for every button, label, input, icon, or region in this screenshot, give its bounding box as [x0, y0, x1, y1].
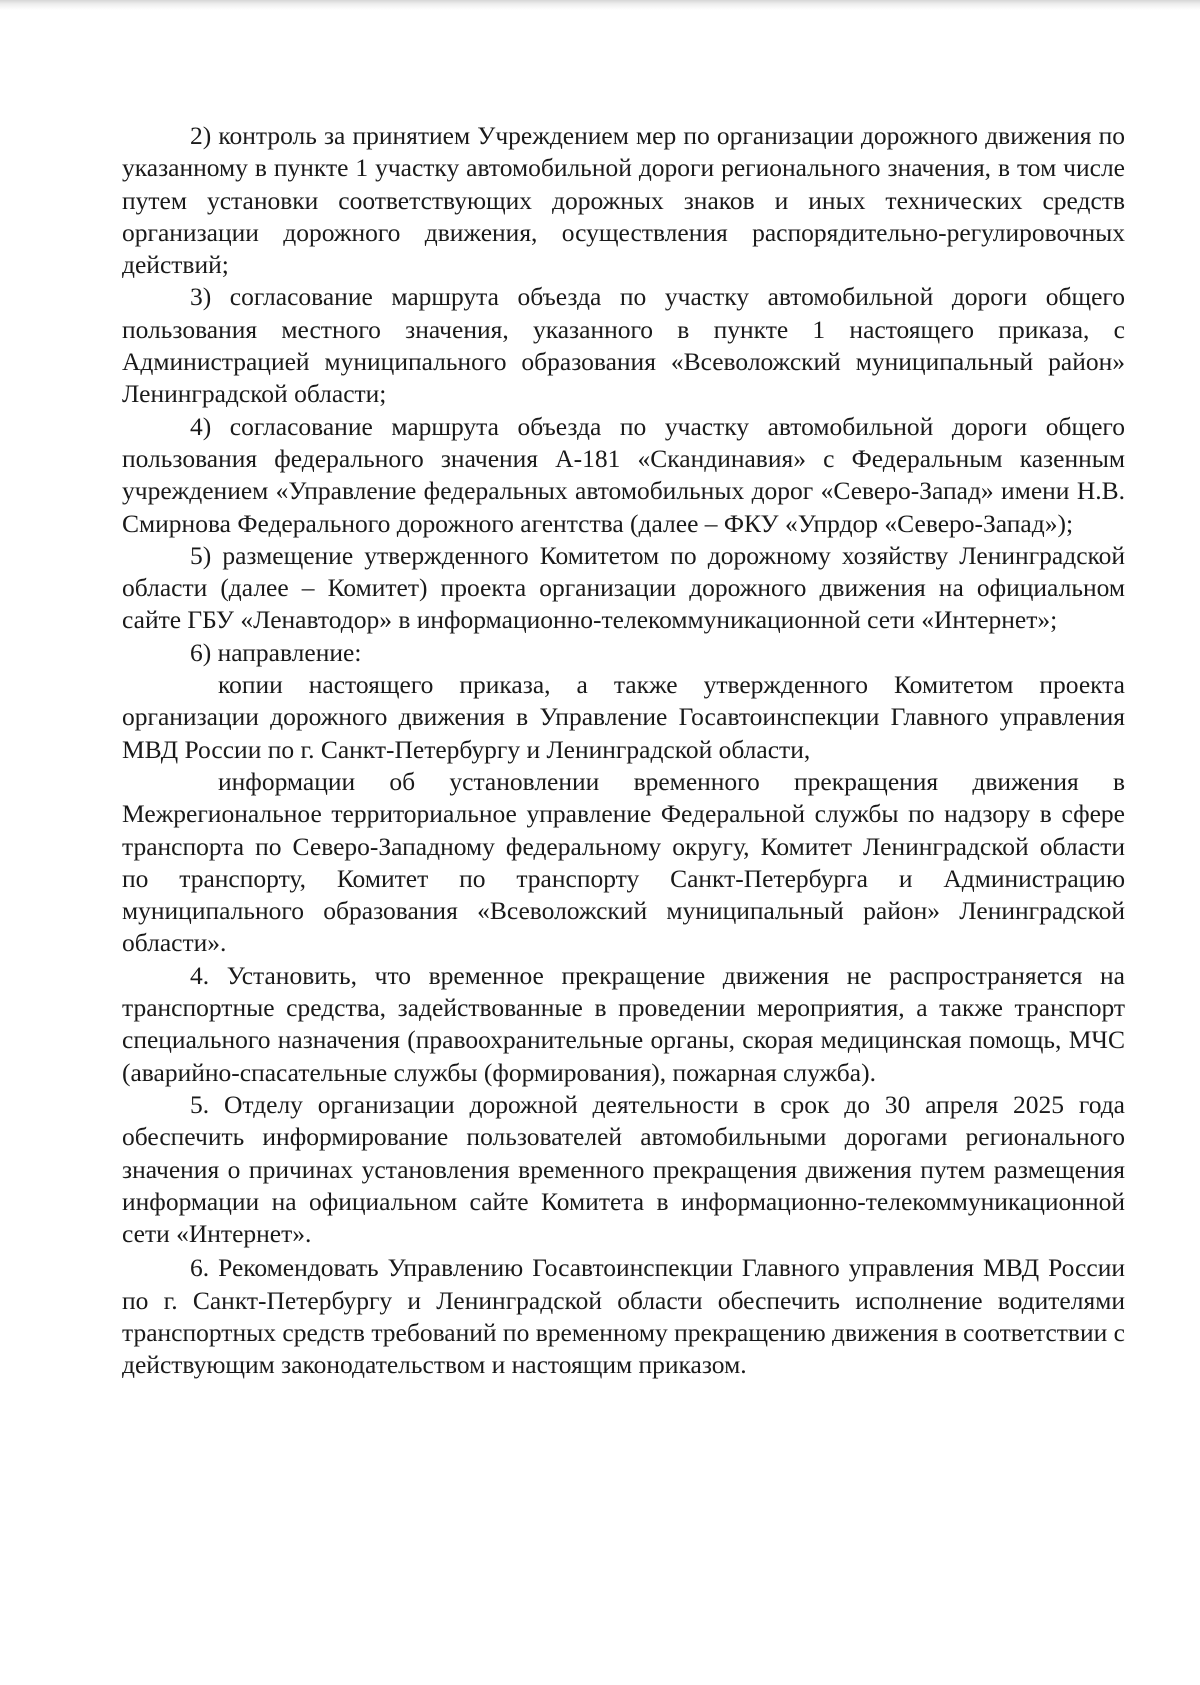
paragraph-copies: копии настоящего приказа, а также утвержденного Комитетом проекта организации дорожного движения в Управление Госавтоинспекции Главного управления МВД России по г. Санкт-Петербургу и Ленинградской области, [122, 670, 1125, 764]
paragraph-item-2-control: 2) контроль за принятием Учреждением мер по организации дорожного движения по указанному в пункте 1 участку автомобильной дороги регионального значения, в том числе путем установки соответствующих дорожных знаков и иных технических средств организации дорожного движения, осуществления распорядительно-регулировочных действий; [122, 121, 1125, 280]
paragraph-item-5-publication: 5) размещение утвержденного Комитетом по дорожному хозяйству Ленинградской области (далее – Комитет) проекта организации дорожного движения на официальном сайте ГБУ «Ленавтодор» в информационно-телекоммуникационной сети «Интернет»; [122, 540, 1125, 635]
paragraph-point-4: 4. Установить, что временное прекращение движения не распространяется на транспортные средства, задействованные в проведении мероприятия, а также транспорт специального назначения (правоохранительные органы, скорая медицинская помощь, МЧС (аварийно-спасательные службы (формирования), пожарная служба). [122, 960, 1125, 1087]
paragraph-point-6: 6. Рекомендовать Управлению Госавтоинспекции Главного управления МВД России по г. Санкт-Петербургу и Ленинградской области обеспечить исполнение водителями транспортных средств требований по временному прекращению движения в соответствии с действующим законодательством и настоящим приказом. [122, 1253, 1125, 1380]
paragraph-point-5: 5. Отделу организации дорожной деятельности в срок до 30 апреля 2025 года обеспечить информирование пользователей автомобильными дорогами регионального значения о причинах установления временного прекращения движения путем размещения информации на официальном сайте Комитета в информационно-телекоммуникационной сети «Интернет». [122, 1089, 1125, 1249]
document-body [122, 120, 1125, 1382]
paragraph-item-6-direction: 6) направление: [190, 637, 362, 667]
paragraph-item-4-detour-federal: 4) согласование маршрута объезда по участку автомобильной дороги общего пользования федерального значения А-181 «Скандинавия» с Федеральным казенным учреждением «Управление федеральных автомобильных дорог «Северо-Запад» имени Н.В. Смирнова Федерального дорожного агентства (далее – ФКУ «Упрдор «Северо-Запад»); [122, 411, 1125, 538]
paragraph-information: информации об установлении временного прекращения движения в Межрегиональное территориальное управление Федеральной службы по надзору в сфере транспорта по Северо-Западному федеральному округу, Комитет Ленинградской области по транспорту, Комитет по транспорту Санкт-Петербурга и Администрацию муниципального образования «Всеволожский муниципальный район» Ленинградской области». [122, 766, 1125, 958]
paragraph-item-3-detour-local: 3) согласование маршрута объезда по участку автомобильной дороги общего пользования местного значения, указанного в пункте 1 настоящего приказа, с Администрацией муниципального образования «Всеволожский муниципальный район» Ленинградской области; [122, 282, 1125, 409]
scan-top-edge [0, 0, 1200, 10]
